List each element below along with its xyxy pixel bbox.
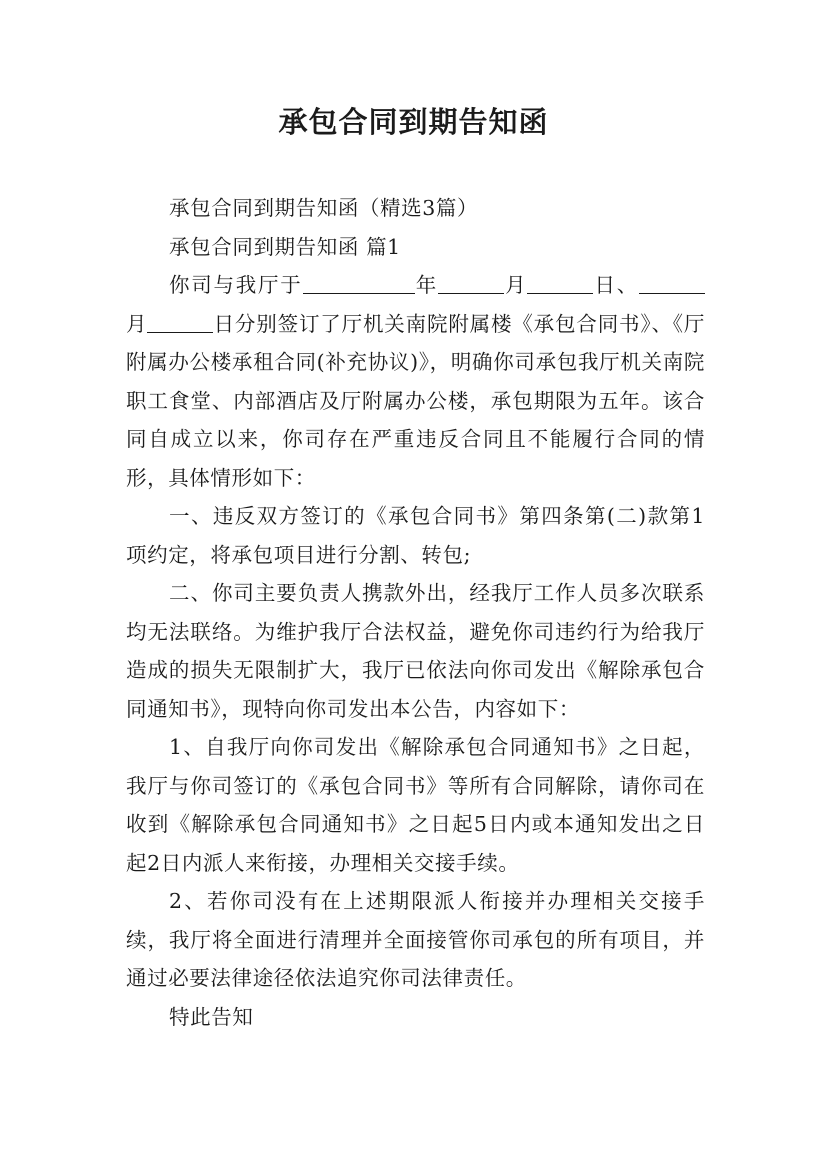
date-blank-month-2 [639, 273, 705, 294]
section-heading: 承包合同到期告知函 篇1 [169, 234, 401, 259]
date-blank-month [438, 273, 504, 294]
subtitle-paragraph: 承包合同到期告知函（精选3篇） [169, 196, 479, 220]
opening-text-2: 年 [414, 273, 438, 297]
document-title: 承包合同到期告知函 [278, 105, 549, 139]
opening-text-1: 你司与我厅于 [169, 273, 303, 297]
date-blank-year [303, 273, 415, 294]
date-blank-day-2 [147, 312, 213, 333]
closing-line: 特此告知 [169, 1004, 254, 1029]
point-1-paragraph: 1、自我厅向你司发出《解除承包合同通知书》之日起，我厅与你司签订的《承包合同书》等所有合同解除，请你司在收到《解除承包合同通知书》之日起5日内或本通知发出之日起2日内派人来衔接，办理相关交接手续。 [126, 735, 705, 875]
document-body [126, 189, 705, 1036]
point-2-paragraph: 2、若你司没有在上述期限派人衔接并办理相关交接手续，我厅将全面进行清理并全面接管你司承包的所有项目，并通过必要法律途径依法追究你司法律责任。 [126, 889, 705, 990]
opening-text-3: 月 [503, 273, 528, 297]
opening-text-5: 月 [126, 311, 148, 336]
opening-text-4: 日、 [593, 273, 640, 297]
item-1-paragraph: 一、违反双方签订的《承包合同书》第四条第(二)款第1项约定，将承包项目进行分割、转包; [126, 504, 705, 567]
opening-text-6: 日分别签订了厅机关南院附属楼《承包合同书》、《厅附属办公楼承租合同(补充协议)》，明确你司承包我厅机关南院职工食堂、内部酒店及厅附属办公楼，承包期限为五年。该合同自成立以来，你司存在严重违反合同且不能履行合同的情形，具体情形如下： [126, 311, 705, 490]
item-2-paragraph: 二、你司主要负责人携款外出，经我厅工作人员多次联系均无法联络。为维护我厅合法权益，避免你司违约行为给我厅造成的损失无限制扩大，我厅已依法向你司发出《解除承包合同通知书》，现特向你司发出本公告，内容如下： [126, 581, 705, 721]
date-blank-day [527, 273, 593, 294]
opening-paragraph [126, 266, 705, 497]
